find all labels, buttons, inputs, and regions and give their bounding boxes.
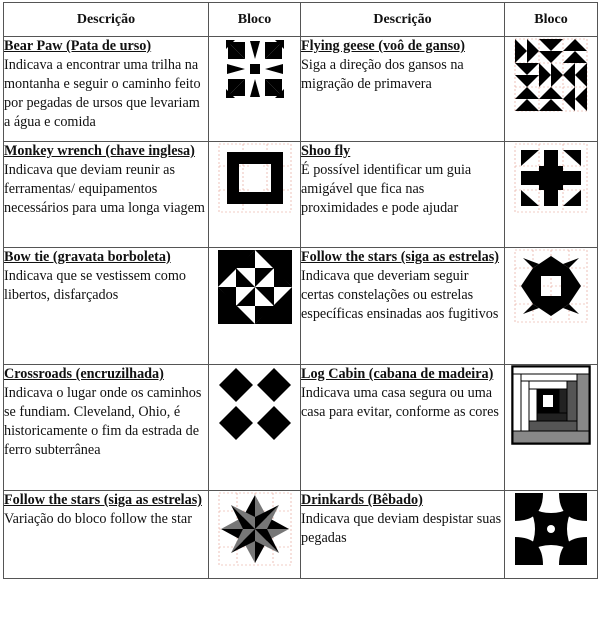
eight-point-star-block [217,491,293,567]
block-cell [505,491,598,579]
description-cell [301,491,505,579]
pattern-description: Indicava uma casa segura ou uma casa para evitar, conforme as cores [301,385,499,420]
quilt-code-table [3,2,598,579]
pattern-description: Indicava que deviam reunir as ferramentas/ equipamentos necessários para uma longa viagem [4,162,205,216]
description-cell [4,491,209,579]
pattern-title: Bow tie (gravata borboleta) [4,249,171,265]
pattern-title: Flying geese (voô de ganso) [301,38,465,54]
block-cell [209,248,301,365]
table-row [4,37,598,142]
block-cell [209,142,301,248]
shoo-fly-block [513,142,589,214]
block-cell [209,37,301,142]
header-row [4,3,598,37]
block-cell [209,491,301,579]
pattern-description: Indicava que deviam despistar suas pegadas [301,511,502,546]
description-cell [301,37,505,142]
header-description-1: Descrição [4,3,209,37]
pattern-title: Shoo fly [301,143,351,159]
table-row [4,491,598,579]
pattern-description: Indicava a encontrar uma trilha na montanha e seguir o caminho feito por pegadas de ursos que levariam a água e comida [4,57,201,130]
header-description-2: Descrição [301,3,505,37]
description-cell [4,37,209,142]
header-block-2: Bloco [505,3,598,37]
pattern-title: Bear Paw (Pata de urso) [4,38,152,54]
pattern-title: Drinkards (Bêbado) [301,492,423,508]
block-cell [505,37,598,142]
drunkards-path-block [513,491,589,567]
pattern-title: Monkey wrench (chave inglesa) [4,143,195,159]
description-cell [4,142,209,248]
description-cell [4,248,209,365]
table-row [4,248,598,365]
pattern-description: Indicava que se vestissem como libertos, disfarçados [4,268,187,303]
block-cell [505,248,598,365]
crossroads-block [216,365,294,443]
flying-geese-block [513,37,589,113]
pattern-title: Log Cabin (cabana de madeira) [301,366,494,382]
follow-the-stars-block [513,248,589,324]
pattern-description: Siga a direção dos gansos na migração de primavera [301,57,464,92]
bear-paw-block [223,37,287,101]
header-block-1: Bloco [209,3,301,37]
description-cell [4,365,209,491]
pattern-description: É possível identificar um guia amigável que fica nas proximidades e pode ajudar [301,162,472,216]
pattern-description: Indicava o lugar onde os caminhos se fundiam. Cleveland, Ohio, é historicamente o fim da estrada de ferro subterrânea [4,385,202,458]
block-cell [505,365,598,491]
pattern-title: Follow the stars (siga as estrelas) [301,249,499,265]
table-row [4,142,598,248]
block-cell [209,365,301,491]
pattern-description: Variação do bloco follow the star [4,511,192,527]
log-cabin-block [511,365,591,445]
description-cell [301,248,505,365]
pattern-description: Indicava que deveriam seguir certas constelações ou estrelas específicas ensinadas aos fugitivos [301,268,499,322]
monkey-wrench-block [217,142,293,214]
pattern-title: Crossroads (encruzilhada) [4,366,164,382]
description-cell [301,365,505,491]
description-cell [301,142,505,248]
table-row [4,365,598,491]
bow-tie-block [216,248,294,326]
block-cell [505,142,598,248]
pattern-title: Follow the stars (siga as estrelas) [4,492,202,508]
